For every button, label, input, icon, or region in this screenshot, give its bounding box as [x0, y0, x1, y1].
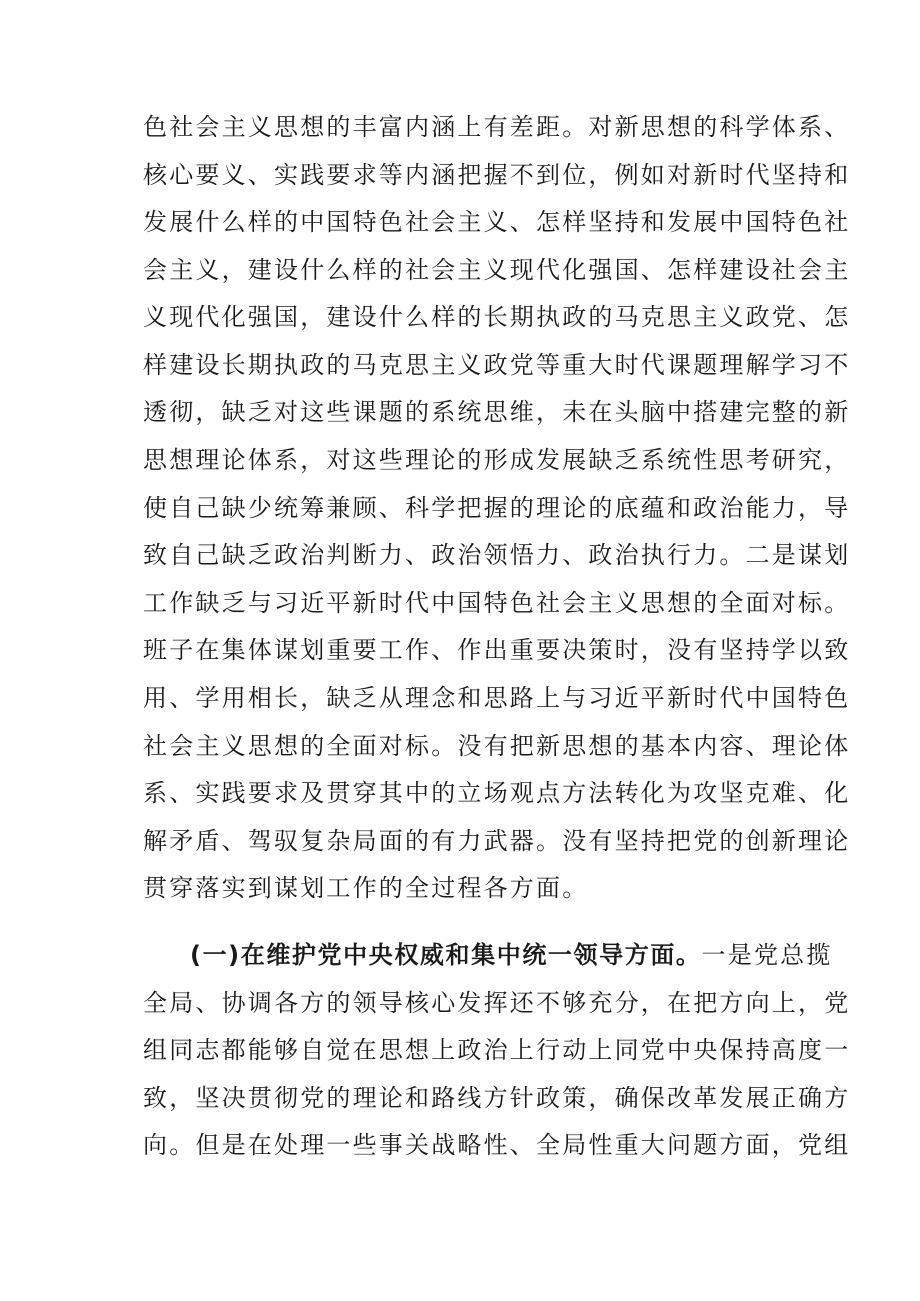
paragraph-line: 义现代化强国，建设什么样的长期执政的马克思主义政党、怎: [143, 303, 851, 331]
section-heading: (一)在维护党中央权威和集中统一领导方面。: [190, 941, 702, 969]
paragraph-line: 贯穿落实到谋划工作的全过程各方面。: [143, 874, 589, 902]
paragraph-line: 系、实践要求及贯穿其中的立场观点方法转化为攻坚克难、化: [143, 779, 851, 807]
paragraph-line: 核心要义、实践要求等内涵把握不到位，例如对新时代坚持和: [143, 161, 851, 189]
paragraph-line: 色社会主义思想的丰富内涵上有差距。对新思想的科学体系、: [143, 113, 851, 141]
section-first-line-rest: 一是党总揽: [701, 941, 833, 969]
paragraph-line: 用、学用相长，缺乏从理念和思路上与习近平新时代中国特色: [143, 684, 851, 712]
paragraph-line: 使自己缺少统筹兼顾、科学把握的理论的底蕴和政治能力，导: [143, 494, 851, 522]
paragraph-line: 会主义，建设什么样的社会主义现代化强国、怎样建设社会主: [143, 256, 851, 284]
paragraph-line: 样建设长期执政的马克思主义政党等重大时代课题理解学习不: [143, 351, 851, 379]
paragraph-line: 全局、协调各方的领导核心发挥还不够充分，在把方向上，党: [143, 989, 851, 1017]
paragraph-line: 向。但是在处理一些事关战略性、全局性重大问题方面，党组: [143, 1131, 851, 1159]
section-first-line: [190, 935, 833, 975]
paragraph-line: 班子在集体谋划重要工作、作出重要决策时，没有坚持学以致: [143, 636, 851, 664]
paragraph-line: 发展什么样的中国特色社会主义、怎样坚持和发展中国特色社: [143, 208, 851, 236]
paragraph-line: 工作缺乏与习近平新时代中国特色社会主义思想的全面对标。: [143, 589, 851, 617]
paragraph-line: 思想理论体系，对这些理论的形成发展缺乏系统性思考研究，: [143, 446, 851, 474]
paragraph-line: 致自己缺乏政治判断力、政治领悟力、政治执行力。二是谋划: [143, 541, 851, 569]
paragraph-line: 致，坚决贯彻党的理论和路线方针政策，确保改革发展正确方: [143, 1084, 851, 1112]
paragraph-line: 组同志都能够自觉在思想上政治上行动上同党中央保持高度一: [143, 1036, 851, 1064]
paragraph-line: 透彻，缺乏对这些课题的系统思维，未在头脑中搭建完整的新: [143, 398, 851, 426]
paragraph-line: 社会主义思想的全面对标。没有把新思想的基本内容、理论体: [143, 732, 851, 760]
paragraph-line: 解矛盾、驾驭复杂局面的有力武器。没有坚持把党的创新理论: [143, 827, 851, 855]
